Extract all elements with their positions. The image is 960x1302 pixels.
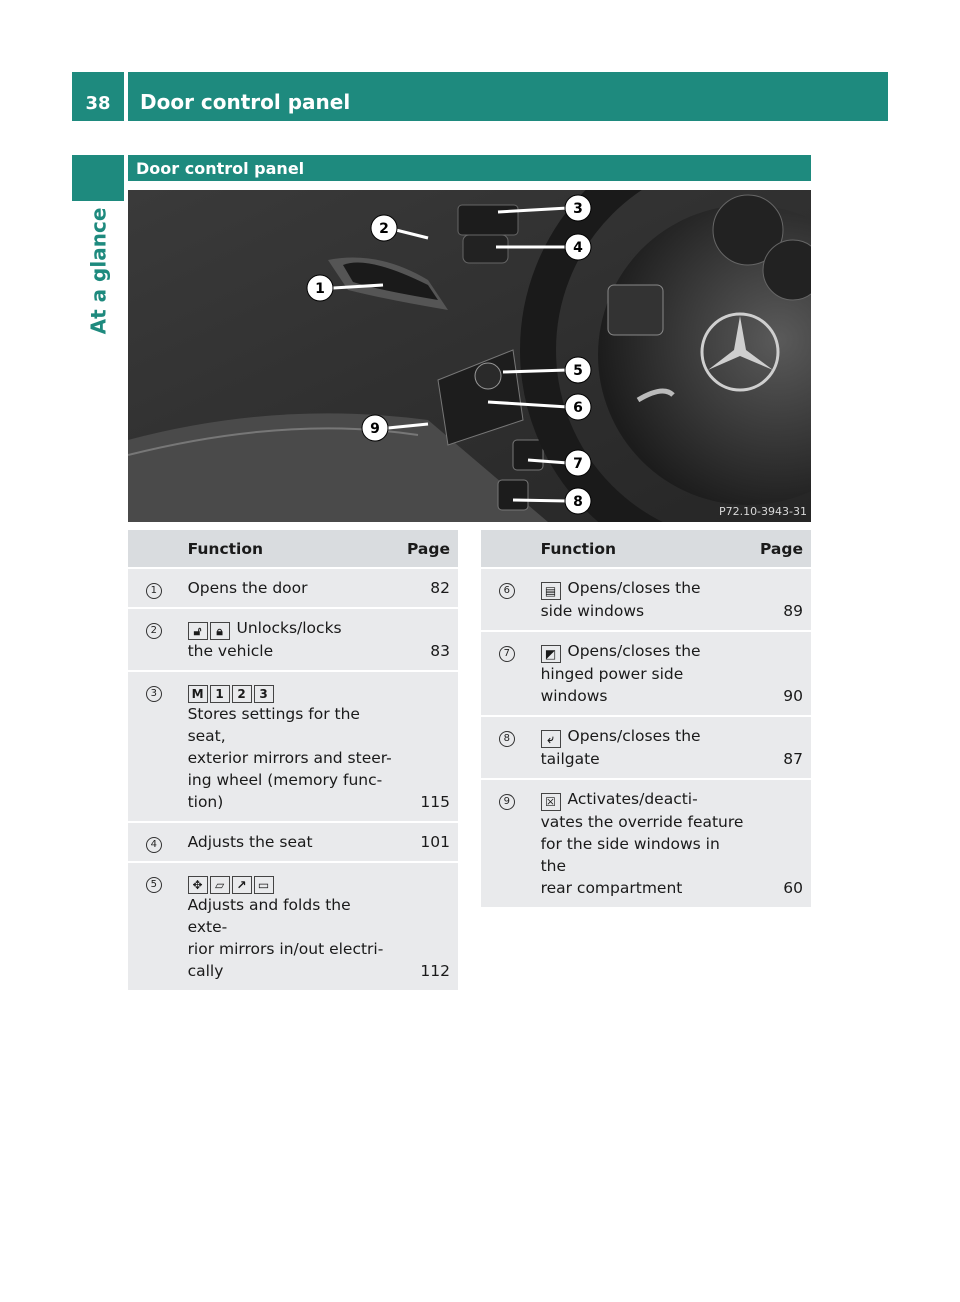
table-row [128,568,458,608]
lock-icon: 🔒︎ [210,622,230,640]
table-row [128,862,458,990]
item-number: 9 [499,794,515,810]
page-reference: 90 [749,631,811,716]
callout-8 [565,488,591,514]
svg-text:2: 2 [379,221,389,237]
side-tab [72,201,124,341]
door-panel-photo [128,190,811,522]
item-number: 8 [499,731,515,747]
function-description: ✥ ▱ ↗ ▭ Adjusts and folds the exte- rior mirrors in/out electri- cally [180,862,397,990]
callout-overlay [128,190,811,522]
memory-button-m: M [188,685,208,703]
function-description: 🔓︎ 🔒︎ Unlocks/locks the vehicle [180,608,397,671]
function-description: ◩ Opens/closes the hinged power side windows [533,631,750,716]
callout-line-6 [488,402,568,407]
col-number-header [128,530,180,568]
item-number: 4 [146,837,162,853]
col-page-header: Page [749,530,811,568]
unlock-icon: 🔓︎ [188,622,208,640]
photo-reference-code: P72.10-3943-31 [718,505,807,518]
page-reference: 115 [396,671,458,822]
callout-line-5 [503,370,568,372]
function-description: Opens the door [180,568,397,608]
page-reference: 112 [396,862,458,990]
item-number: 2 [146,623,162,639]
svg-text:4: 4 [573,240,583,256]
table-row [481,568,811,631]
svg-text:1: 1 [315,281,325,297]
function-description: ▤ Opens/closes the side windows [533,568,750,631]
function-table-right [481,530,811,907]
function-description: M 1 2 3 Stores settings for the seat, exterior mirrors and steer- ing wheel (memory func- tion) [180,671,397,822]
memory-button-3: 3 [254,685,274,703]
function-table-left [128,530,458,990]
table-row [481,716,811,779]
page-reference: 83 [396,608,458,671]
svg-text:6: 6 [573,400,583,416]
callout-4 [565,234,591,260]
table-header-row [481,530,811,568]
callout-line-8 [513,500,568,501]
page-reference: 89 [749,568,811,631]
callout-6 [565,394,591,420]
col-function-header: Function [180,530,397,568]
svg-text:3: 3 [573,201,583,217]
col-function-header: Function [533,530,750,568]
item-number: 7 [499,646,515,662]
page-reference: 101 [396,822,458,862]
page-reference: 82 [396,568,458,608]
col-page-header: Page [396,530,458,568]
callout-line-1 [333,285,383,288]
callout-line-3 [498,208,568,212]
table-row [128,671,458,822]
table-row [128,608,458,671]
callout-3 [565,195,591,221]
callout-1 [307,275,333,301]
page-reference: 87 [749,716,811,779]
item-number: 6 [499,583,515,599]
svg-text:8: 8 [573,494,583,510]
memory-button-2: 2 [232,685,252,703]
function-description: ⤶ Opens/closes the tailgate [533,716,750,779]
table-row [481,631,811,716]
memory-button-1: 1 [210,685,230,703]
hinged-window-icon: ◩ [541,645,561,663]
col-number-header [481,530,533,568]
page-reference: 60 [749,779,811,907]
svg-text:9: 9 [370,421,380,437]
table-header-row [128,530,458,568]
callout-9 [362,415,388,441]
side-tab-block [72,155,124,201]
item-number: 1 [146,583,162,599]
side-tab-label: At a glance [86,207,111,335]
chapter-title: Door control panel [128,72,888,121]
svg-text:5: 5 [573,363,583,379]
callout-line-2 [396,230,428,238]
function-description: ☒ Activates/deacti- vates the override feature for the side windows in the rear compartment [533,779,750,907]
mirror-fold-icon: ↗ [232,876,252,894]
callout-7 [565,450,591,476]
tailgate-icon: ⤶ [541,730,561,748]
function-description: Adjusts the seat [180,822,397,862]
mirror-right-icon: ▭ [254,876,274,894]
item-number: 3 [146,686,162,702]
callout-2 [371,215,397,241]
page-number: 38 [72,72,124,121]
window-icon: ▤ [541,582,561,600]
callout-5 [565,357,591,383]
mirror-left-icon: ▱ [210,876,230,894]
item-number: 5 [146,877,162,893]
override-icon: ☒ [541,793,561,811]
mirror-adjust-icon: ✥ [188,876,208,894]
svg-text:7: 7 [573,456,583,472]
table-row [128,822,458,862]
callout-line-9 [388,424,428,428]
callout-line-7 [528,460,568,463]
table-row [481,779,811,907]
section-title: Door control panel [128,155,811,181]
